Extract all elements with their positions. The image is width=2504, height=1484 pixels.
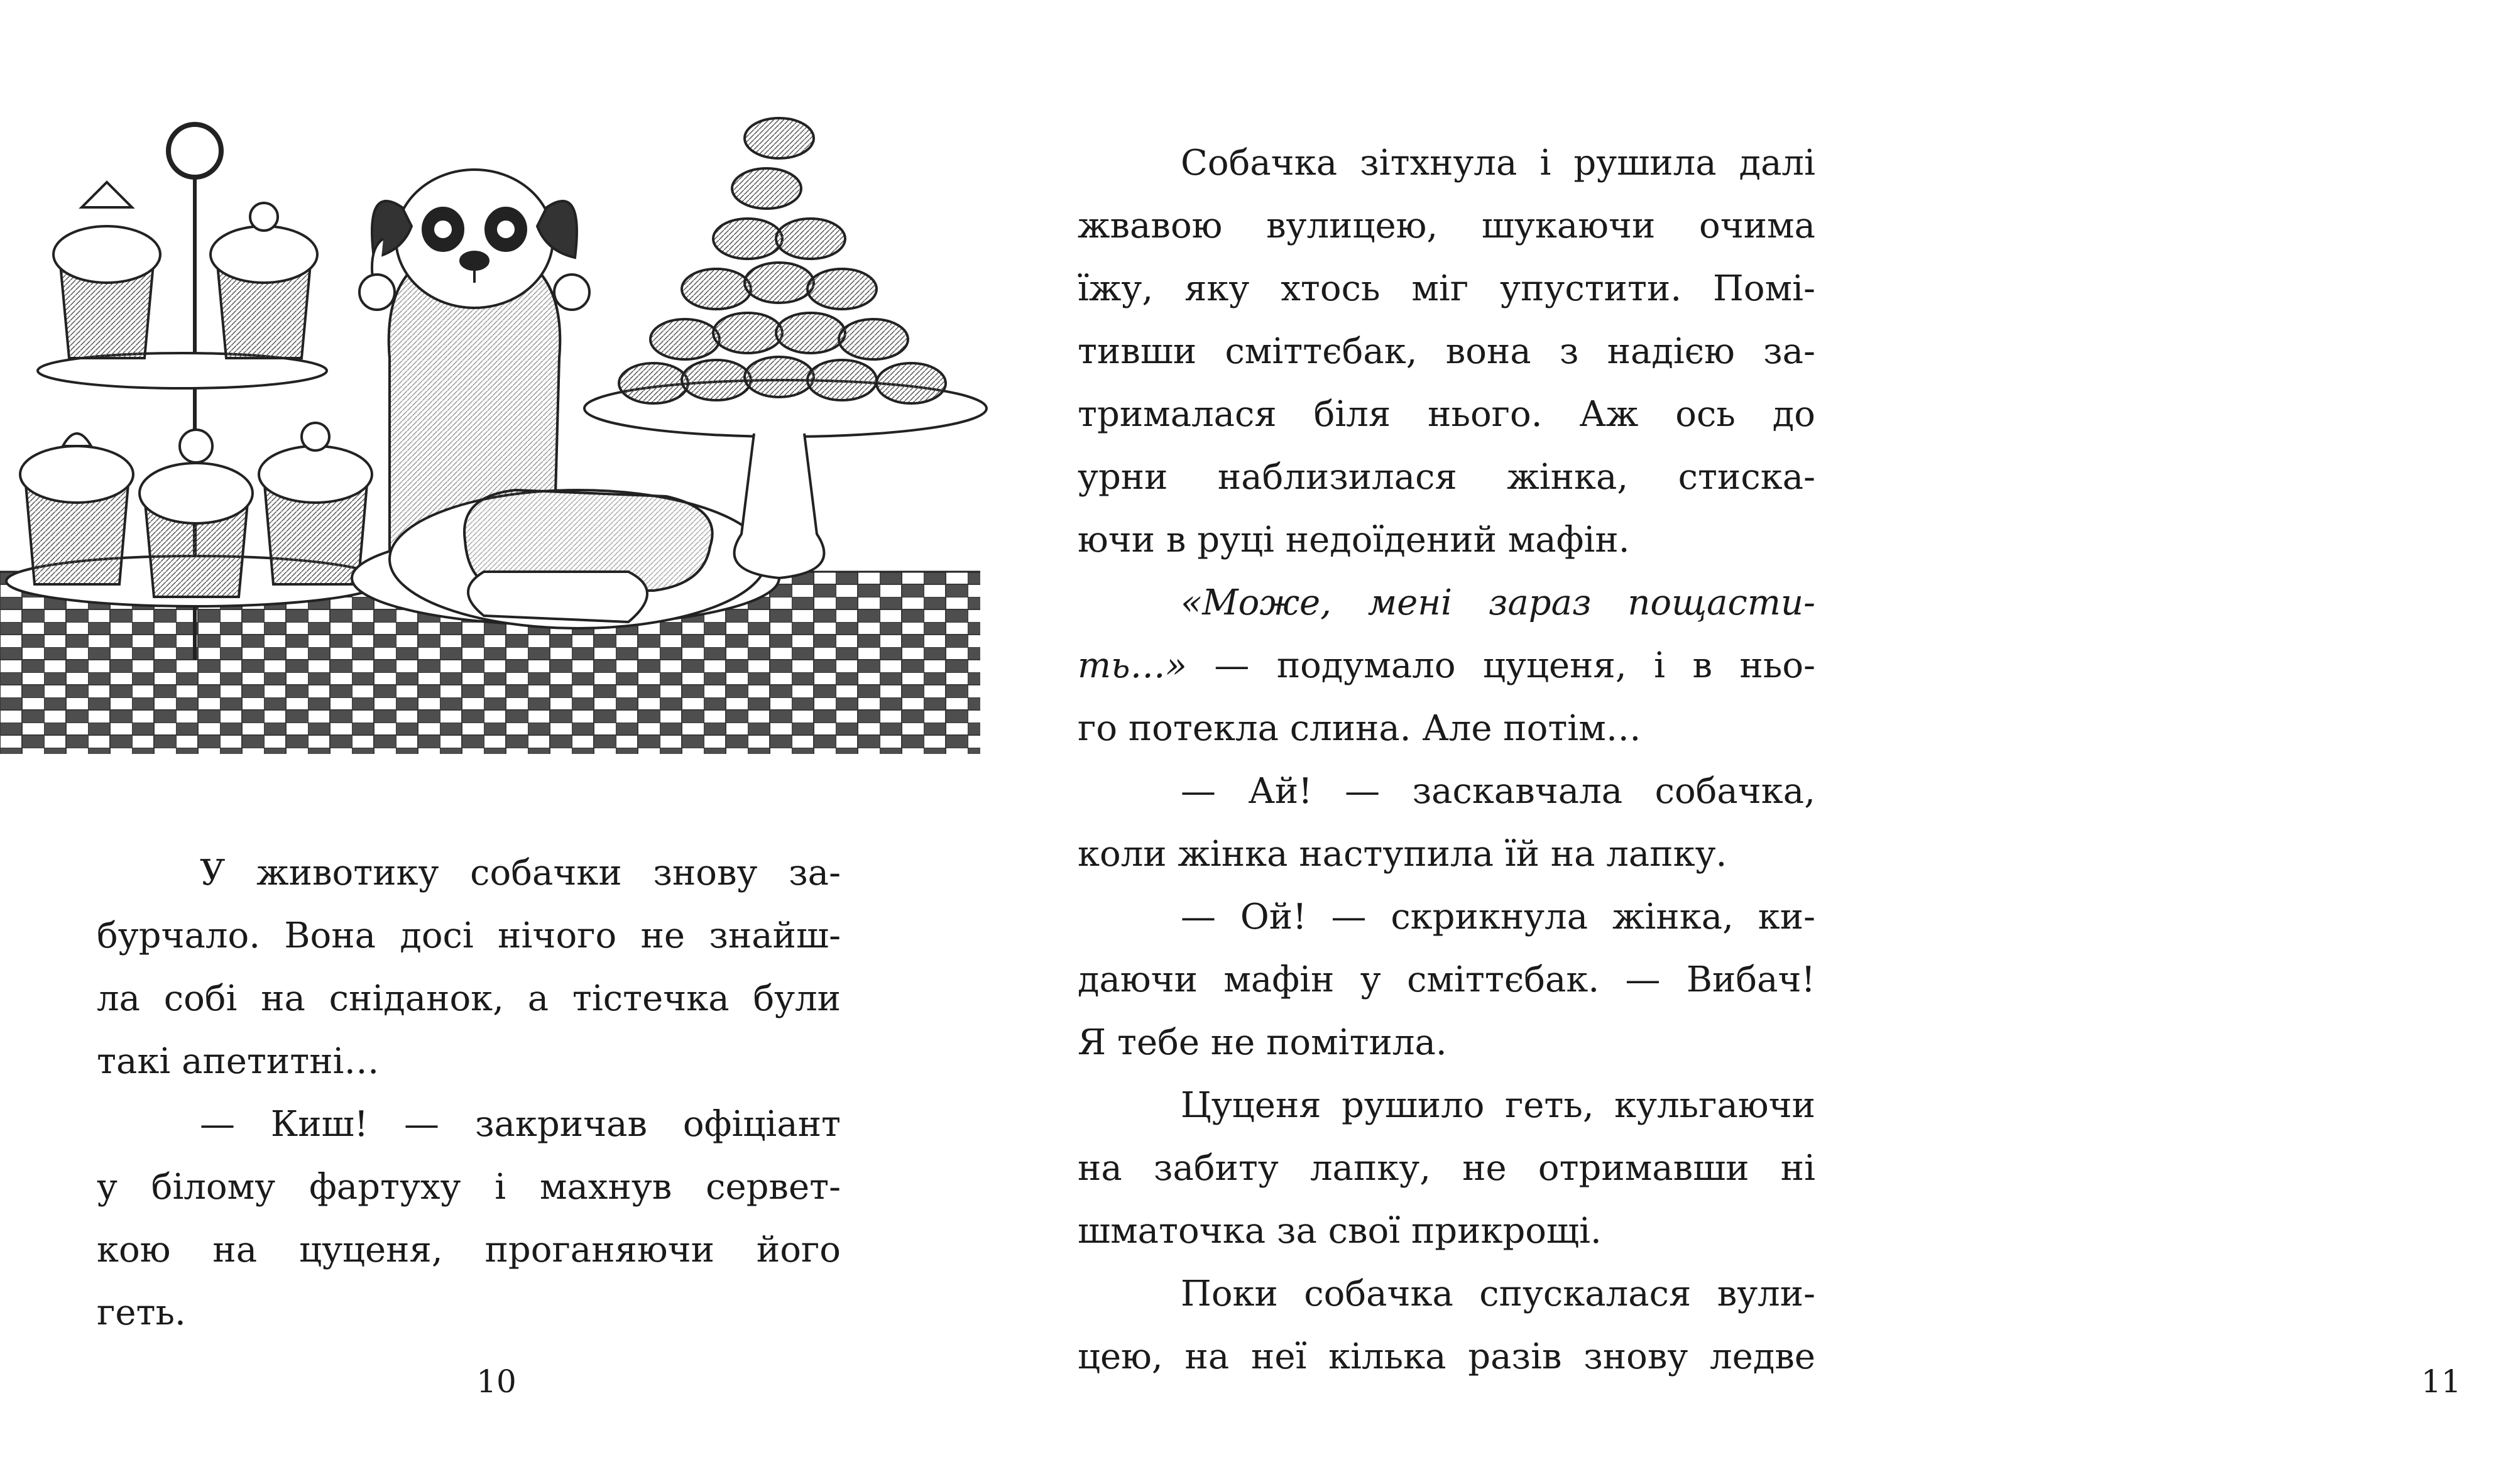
text-line: — Киш! — закричав офіціант <box>200 1104 841 1145</box>
paragraph <box>1078 886 1815 1074</box>
page-number: 11 <box>2421 1363 2461 1400</box>
text-line: жвавою вулицею, шукаючи очима <box>1078 205 1815 246</box>
paragraph <box>97 1093 841 1345</box>
paragraph <box>1078 1263 1815 1389</box>
text-line: кою на цуценя, проганяючи його <box>97 1230 841 1270</box>
text-line: ючи в руці недоїдений мафін. <box>1078 520 1630 560</box>
italic-quote: ть…» <box>1078 645 1187 686</box>
text-line: го потекла слина. Але потім… <box>1078 708 1641 749</box>
text-line: шматочка за свої прикрощі. <box>1078 1211 1602 1252</box>
cupcake-stand <box>6 124 383 660</box>
text-line: Поки собачка спускалася вули- <box>1181 1274 1815 1314</box>
text-line: тивши сміттєбак, вона з надією за- <box>1078 331 1815 372</box>
puppy-pastry-illustration <box>0 94 980 760</box>
text-line: трималася біля нього. Аж ось до <box>1078 394 1815 435</box>
text-line: бурчало. Вона досі нічого не знайш- <box>97 915 841 956</box>
italic-quote: «Може, мені зараз пощасти- <box>1181 582 1815 623</box>
cupcake <box>20 434 133 584</box>
text-line: урни наблизилася жінка, стиска- <box>1078 457 1815 498</box>
cupcake <box>53 182 160 358</box>
text-line: даючи мафін у сміттєбак. — Вибач! <box>1078 959 1815 1000</box>
right-page-text <box>1078 132 1815 1389</box>
text-line: на забиту лапку, не отримавши ні <box>1078 1148 1815 1189</box>
left-page <box>0 0 965 1484</box>
text-line: цею, на неї кілька разів знову ледве <box>1078 1336 1815 1377</box>
page-number: 10 <box>476 1363 517 1400</box>
text-line: такі апетитні… <box>97 1041 380 1082</box>
paragraph <box>1078 572 1815 760</box>
cupcake <box>139 430 253 597</box>
text-line: геть. <box>97 1292 186 1333</box>
text-line: Я тебе не помітила. <box>1078 1022 1447 1063</box>
text-line: — Ай! — заскавчала собачка, <box>1181 771 1815 812</box>
left-page-text <box>97 842 841 1345</box>
paragraph <box>1078 760 1815 886</box>
paragraph <box>1078 1074 1815 1263</box>
text-line: ла собі на сніданок, а тістечка були <box>97 978 841 1019</box>
paragraph <box>97 842 841 1093</box>
text-segment: — подумало цуценя, і в ньо- <box>1186 645 1815 686</box>
text-line: Собачка зітхнула і рушила далі <box>1181 143 1815 183</box>
cupcake <box>210 203 317 358</box>
text-line: Цуценя рушило геть, кульгаючи <box>1181 1085 1815 1126</box>
text-line: У животику собачки знову за- <box>200 853 841 893</box>
paragraph <box>1078 132 1815 572</box>
text-line <box>1129 572 1815 635</box>
text-line: у білому фартуху і махнув сервет- <box>97 1167 841 1208</box>
text-line: їжу, яку хтось міг упустити. Помі- <box>1078 268 1815 309</box>
text-line: — Ой! — скрикнула жінка, ки- <box>1181 897 1815 937</box>
cupcake <box>259 423 372 584</box>
right-page <box>965 0 2461 1484</box>
text-line: коли жінка наступила їй на лапку. <box>1078 834 1727 875</box>
text-line <box>1078 635 1815 697</box>
